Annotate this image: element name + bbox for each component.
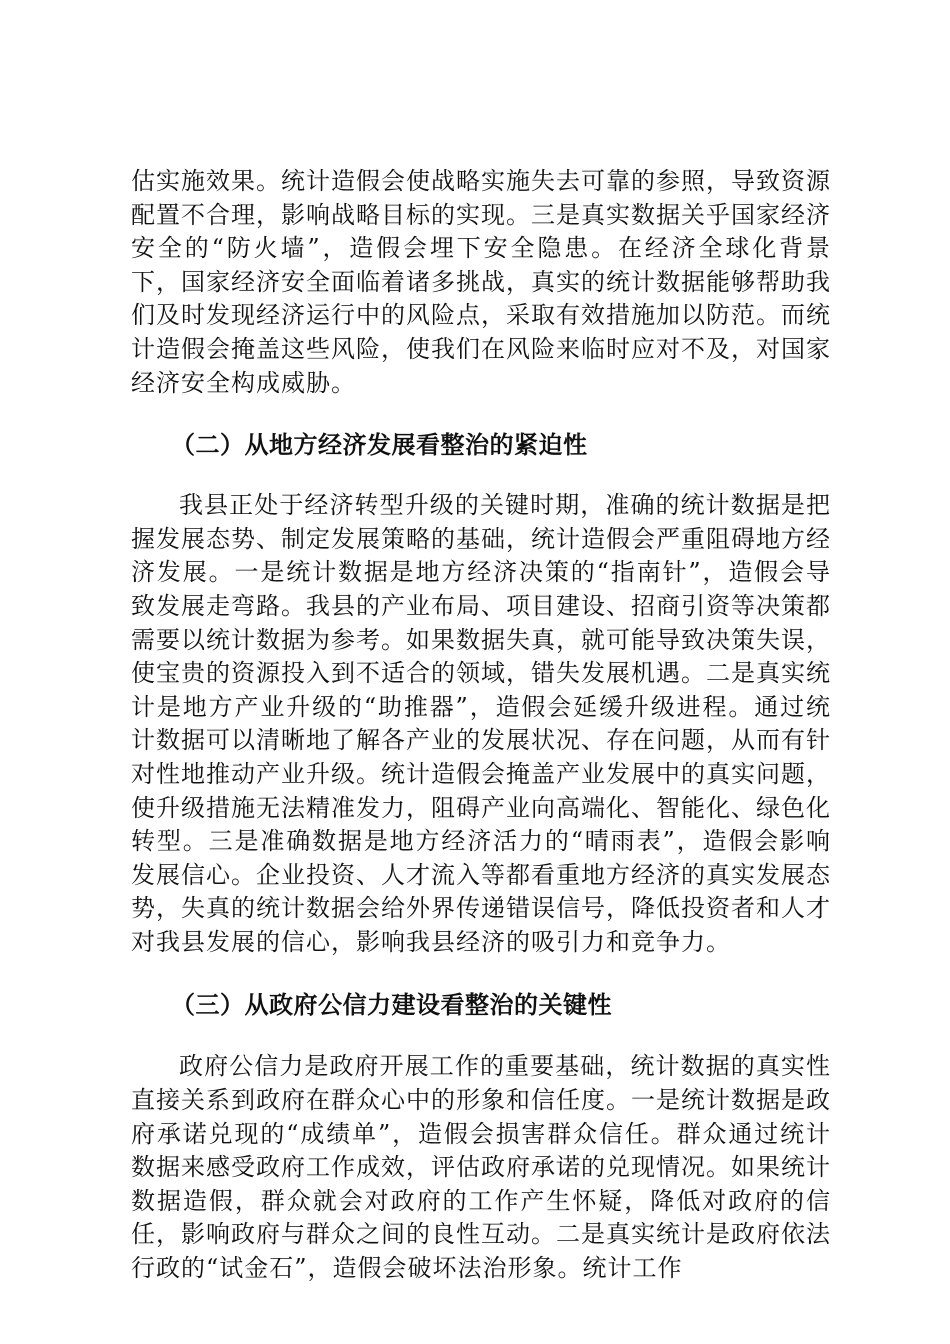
body-paragraph: 估实施效果。统计造假会使战略实施失去可靠的参照，导致资源配置不合理，影响战略目标的实现。三是真实数据关乎国家经济安全的“防火墙”，造假会埋下安全隐患。在经济全球化背景下，国家经济安全面临着诸多挑战，真实的统计数据能够帮助我们及时发现经济运行中的风险点，采取有效措施加以防范。而统计造假会掩盖这些风险，使我们在风险来临时应对不及，对国家经济安全构成威胁。 xyxy=(131,167,831,397)
section-heading: （三）从政府公信力建设看整治的关键性 xyxy=(171,991,612,1020)
body-paragraph: 政府公信力是政府开展工作的重要基础，统计数据的真实性直接关系到政府在群众心中的形象和信任度。一是统计数据是政府承诺兑现的“成绩单”，造假会损害群众信任。群众通过统计数据来感受政府工作成效，评估政府承诺的兑现情况。如果统计数据造假，群众就会对政府的工作产生怀疑，降低对政府的信任，影响政府与群众之间的良性互动。二是真实统计是政府依法行政的“试金石”，造假会破坏法治形象。统计工作 xyxy=(131,1052,831,1283)
document-body xyxy=(131,165,831,1286)
section-heading: （二）从地方经济发展看整治的紧迫性 xyxy=(171,431,588,460)
body-paragraph: 我县正处于经济转型升级的关键时期，准确的统计数据是把握发展态势、制定发展策略的基础，统计造假会严重阻碍地方经济发展。一是统计数据是地方经济决策的“指南针”，造假会导致发展走弯路。我县的产业布局、项目建设、招商引资等决策都需要以统计数据为参考。如果数据失真，就可能导致决策失误，使宝贵的资源投入到不适合的领域，错失发展机遇。二是真实统计是地方产业升级的“助推器”，造假会延缓升级进程。通过统计数据可以清晰地了解各产业的发展状况、存在问题，从而有针对性地推动产业升级。统计造假会掩盖产业发展中的真实问题，使升级措施无法精准发力，阻碍产业向高端化、智能化、绿色化转型。三是准确数据是地方经济活力的“晴雨表”，造假会影响发展信心。企业投资、人才流入等都看重地方经济的真实发展态势，失真的统计数据会给外界传递错误信号，降低投资者和人才对我县发展的信心，影响我县经济的吸引力和竞争力。 xyxy=(131,491,831,956)
